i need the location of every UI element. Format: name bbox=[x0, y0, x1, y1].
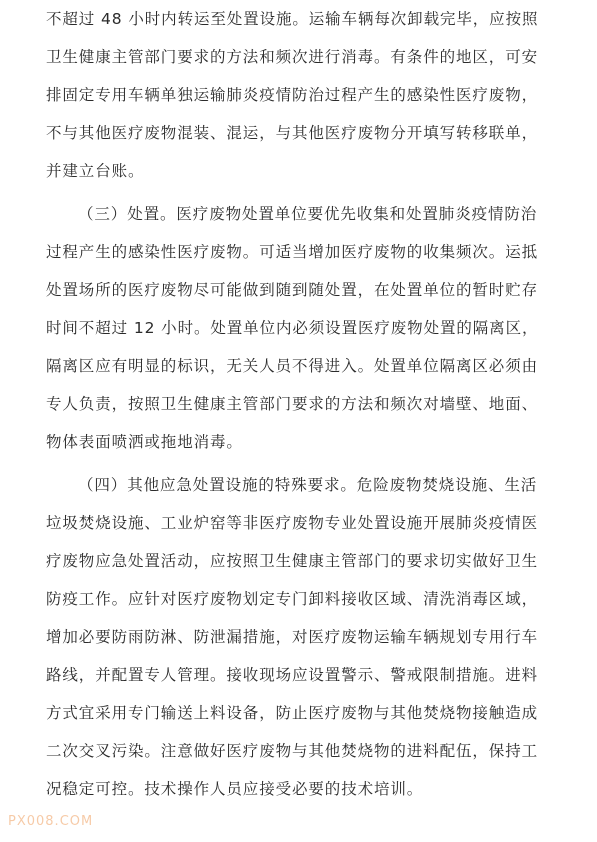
text-line: 排固定专用车辆单独运输肺炎疫情防治过程产生的感染性医疗废物， bbox=[46, 86, 539, 104]
text-line: 方式宜采用专门输送上料设备，防止医疗废物与其他焚烧物接触造成 bbox=[46, 704, 539, 722]
section-three-heading-line: （三）处置。医疗废物处置单位要优先收集和处置肺炎疫情防治 bbox=[78, 205, 538, 223]
text-line: 路线，并配置专人管理。接收现场应设置警示、警戒限制措施。进料 bbox=[46, 666, 539, 684]
text-line: 过程产生的感染性医疗废物。可适当增加医疗废物的收集频次。运抵 bbox=[46, 243, 539, 261]
section-four-heading-line: （四）其他应急处置设施的特殊要求。危险废物焚烧设施、生活 bbox=[78, 476, 538, 494]
text-line: 专人负责，按照卫生健康主管部门要求的方法和频次对墙壁、地面、 bbox=[46, 395, 539, 413]
text-line: 垃圾焚烧设施、工业炉窑等非医疗废物专业处置设施开展肺炎疫情医 bbox=[46, 514, 539, 532]
text-line: 处置场所的医疗废物尽可能做到随到随处置，在处置单位的暂时贮存 bbox=[46, 281, 539, 299]
text-line: 隔离区应有明显的标识，无关人员不得进入。处置单位隔离区必须由 bbox=[46, 357, 539, 375]
text-line: 疗废物应急处置活动，应按照卫生健康主管部门的要求切实做好卫生 bbox=[46, 552, 539, 570]
text-line: 并建立台账。 bbox=[46, 162, 145, 180]
text-line: 增加必要防雨防淋、防泄漏措施，对医疗废物运输车辆规划专用行车 bbox=[46, 628, 539, 646]
text-line: 不超过 48 小时内转运至处置设施。运输车辆每次卸载完毕，应按照 bbox=[46, 10, 539, 28]
text-line: 况稳定可控。技术操作人员应接受必要的技术培训。 bbox=[46, 780, 424, 798]
text-line: 物体表面喷洒或拖地消毒。 bbox=[46, 433, 243, 451]
text-line: 防疫工作。应针对医疗废物划定专门卸料接收区域、清洗消毒区域， bbox=[46, 590, 539, 608]
text-line: 时间不超过 12 小时。处置单位内必须设置医疗废物处置的隔离区， bbox=[46, 319, 539, 337]
site-watermark: PX008.COM bbox=[8, 814, 94, 829]
text-line: 不与其他医疗废物混装、混运，与其他医疗废物分开填写转移联单， bbox=[46, 124, 539, 142]
text-line: 卫生健康主管部门要求的方法和频次进行消毒。有条件的地区，可安 bbox=[46, 48, 539, 66]
text-line: 二次交叉污染。注意做好医疗废物与其他焚烧物的进料配伍，保持工 bbox=[46, 742, 539, 760]
